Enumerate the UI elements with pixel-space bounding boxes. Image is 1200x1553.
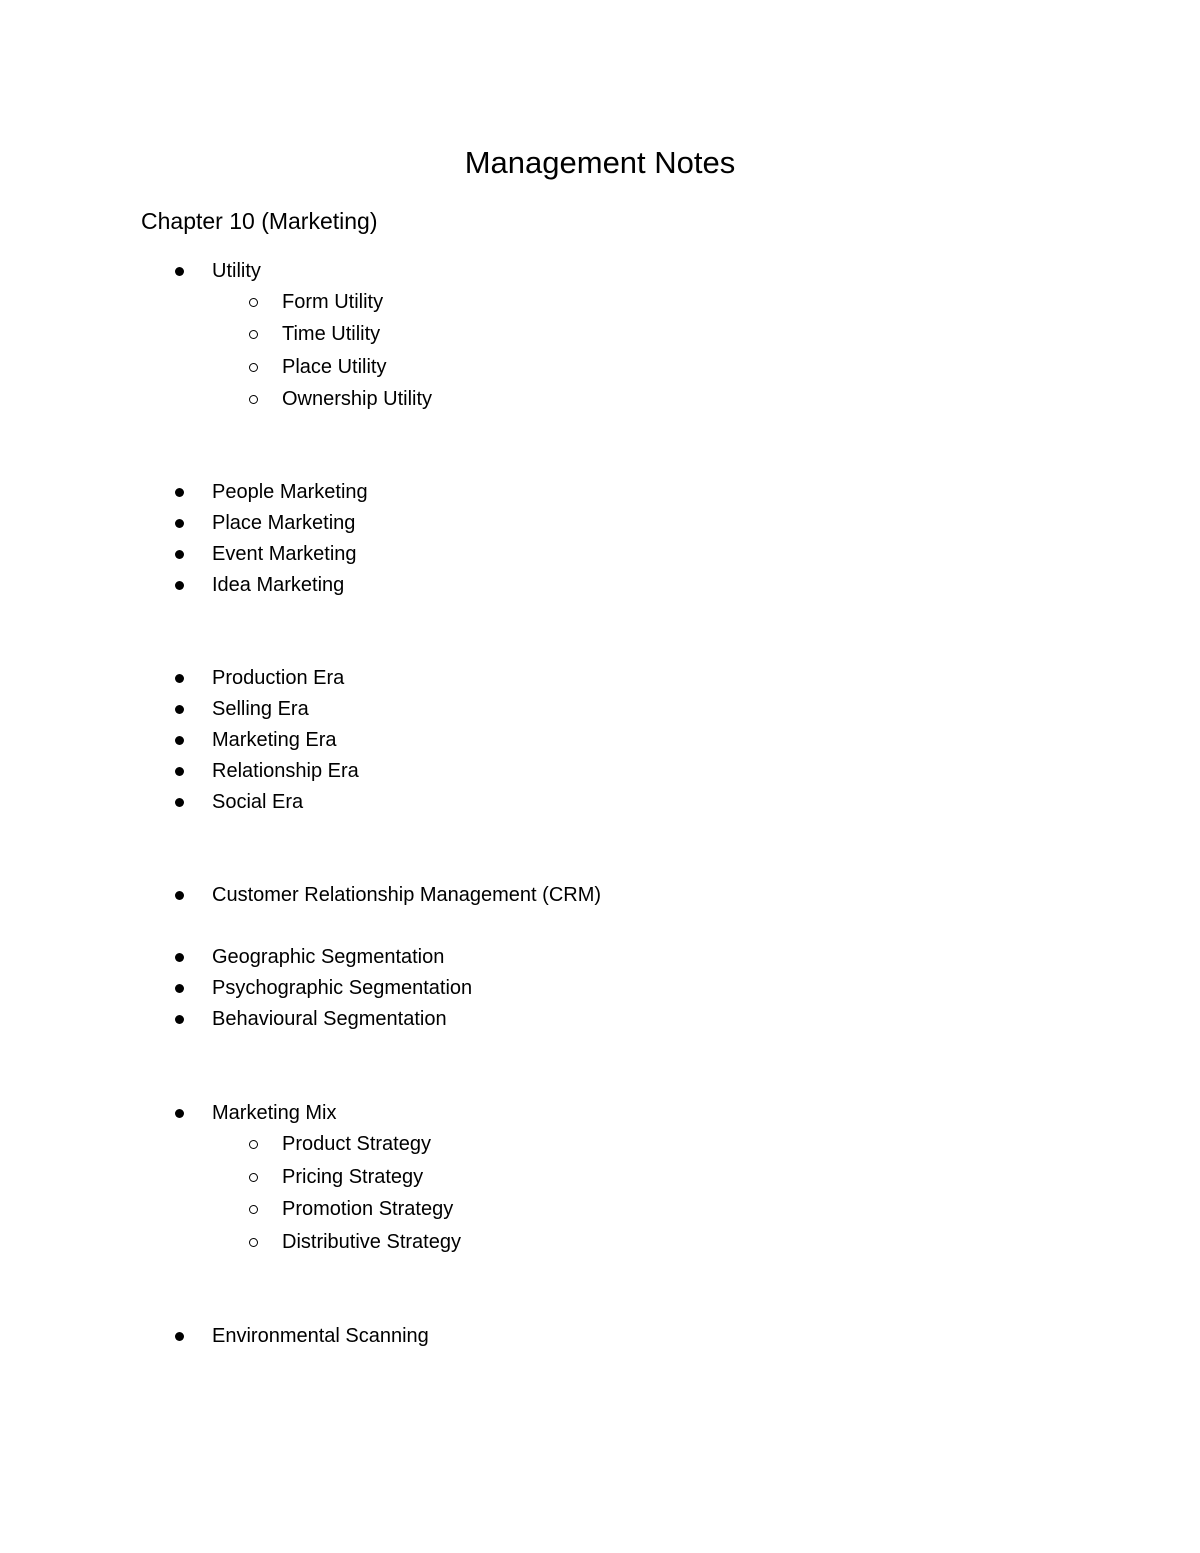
list-item-label: Environmental Scanning xyxy=(212,1325,429,1347)
bullet-icon xyxy=(175,1109,184,1118)
sub-list-item xyxy=(282,385,432,413)
sub-list-item-label: Pricing Strategy xyxy=(282,1166,424,1188)
list-item-label: Utility xyxy=(212,260,261,282)
list-item xyxy=(212,571,344,599)
list-item xyxy=(212,1322,429,1350)
sub-list-item-label: Ownership Utility xyxy=(282,388,433,410)
hollow-bullet-icon xyxy=(249,330,258,339)
list-item xyxy=(212,478,368,506)
hollow-bullet-icon xyxy=(249,1173,258,1182)
bullet-icon xyxy=(175,736,184,745)
list-item xyxy=(212,726,337,754)
bullet-icon xyxy=(175,1015,184,1024)
list-item-label: Selling Era xyxy=(212,698,309,720)
sub-list-item xyxy=(282,353,386,381)
list-item xyxy=(212,757,359,785)
chapter-heading: Chapter 10 (Marketing) xyxy=(141,208,378,234)
sub-list-item-label: Distributive Strategy xyxy=(282,1231,461,1253)
list-item xyxy=(212,788,303,816)
bullet-icon xyxy=(175,705,184,714)
sub-list-item-label: Promotion Strategy xyxy=(282,1198,454,1220)
bullet-icon xyxy=(175,984,184,993)
list-item xyxy=(212,540,357,568)
sub-list-item xyxy=(282,1228,461,1256)
list-item-label: Production Era xyxy=(212,667,345,689)
list-item xyxy=(212,1099,336,1127)
page-title: Management Notes xyxy=(464,145,736,180)
list-item-label: Geographic Segmentation xyxy=(212,946,445,968)
bullet-icon xyxy=(175,767,184,776)
bullet-icon xyxy=(175,488,184,497)
list-item-label: Customer Relationship Management (CRM) xyxy=(212,884,602,906)
bullet-icon xyxy=(175,798,184,807)
list-item-label: People Marketing xyxy=(212,481,368,503)
list-item xyxy=(212,257,261,285)
list-item-label: Behavioural Segmentation xyxy=(212,1008,447,1030)
sub-list-item-label: Place Utility xyxy=(282,356,387,378)
bullet-icon xyxy=(175,1332,184,1341)
sub-list-item xyxy=(282,1163,423,1191)
list-item-label: Social Era xyxy=(212,791,304,813)
sub-list-item-label: Form Utility xyxy=(282,291,384,313)
list-item xyxy=(212,943,444,971)
list-item-label: Event Marketing xyxy=(212,543,357,565)
hollow-bullet-icon xyxy=(249,395,258,404)
list-item xyxy=(212,974,472,1002)
list-item xyxy=(212,664,344,692)
sub-list-item xyxy=(282,1195,453,1223)
sub-list-item-label: Time Utility xyxy=(282,323,381,345)
list-item xyxy=(212,1005,447,1033)
bullet-icon xyxy=(175,519,184,528)
list-item xyxy=(212,881,601,909)
list-item xyxy=(212,695,309,723)
bullet-icon xyxy=(175,550,184,559)
sub-list-item xyxy=(282,288,383,316)
hollow-bullet-icon xyxy=(249,363,258,372)
bullet-icon xyxy=(175,674,184,683)
list-item xyxy=(212,509,355,537)
bullet-icon xyxy=(175,891,184,900)
list-item-label: Marketing Mix xyxy=(212,1102,337,1124)
list-item-label: Marketing Era xyxy=(212,729,337,751)
hollow-bullet-icon xyxy=(249,1238,258,1247)
list-item-label: Relationship Era xyxy=(212,760,359,782)
hollow-bullet-icon xyxy=(249,1205,258,1214)
list-item-label: Psychographic Segmentation xyxy=(212,977,473,999)
hollow-bullet-icon xyxy=(249,1140,258,1149)
hollow-bullet-icon xyxy=(249,298,258,307)
sub-list-item xyxy=(282,1130,431,1158)
bullet-icon xyxy=(175,953,184,962)
list-item-label: Idea Marketing xyxy=(212,574,345,596)
list-item-label: Place Marketing xyxy=(212,512,356,534)
bullet-icon xyxy=(175,581,184,590)
sub-list-item xyxy=(282,320,380,348)
sub-list-item-label: Product Strategy xyxy=(282,1133,431,1155)
bullet-icon xyxy=(175,267,184,276)
